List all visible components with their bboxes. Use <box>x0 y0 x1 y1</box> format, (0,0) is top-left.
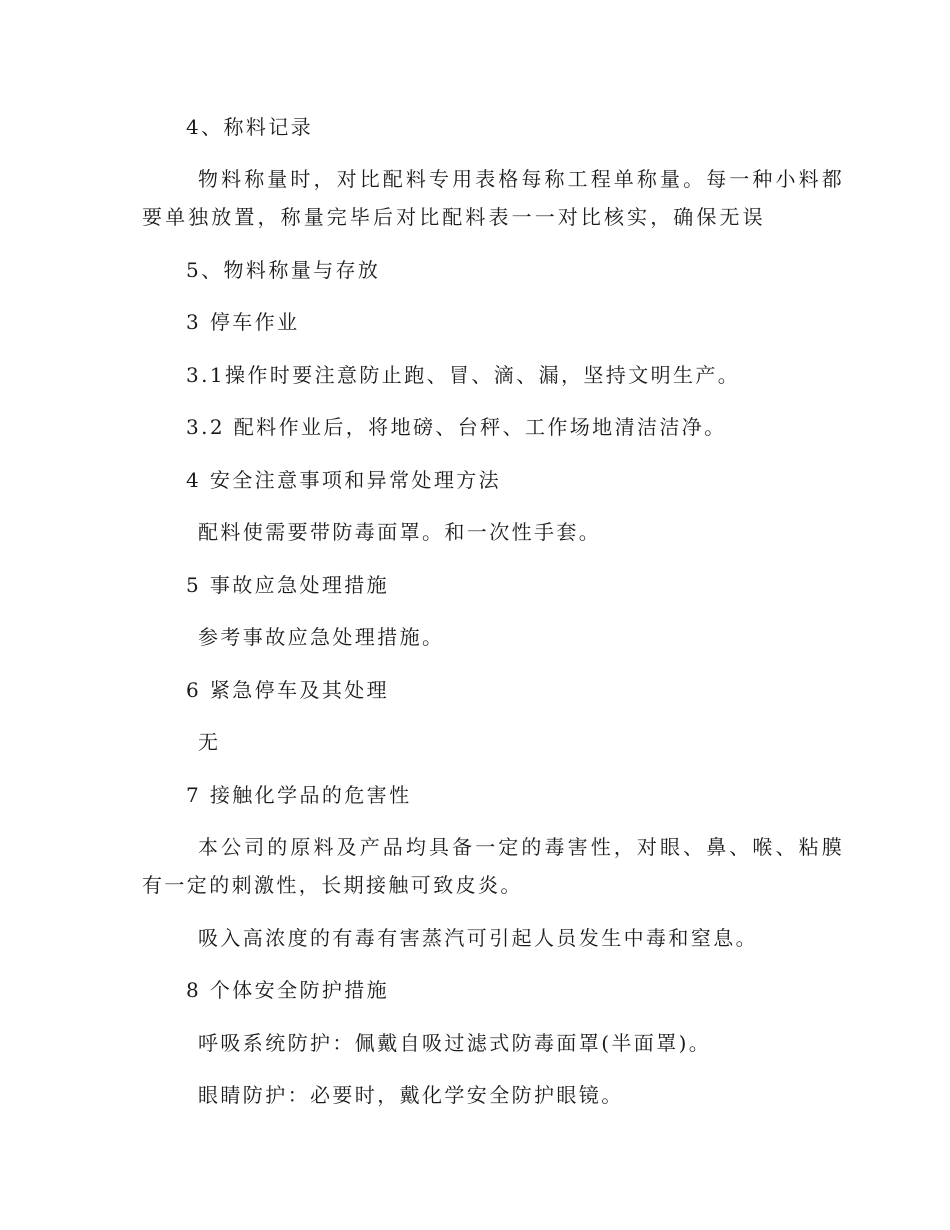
section-heading-protection: 8 个体安全防护措施 <box>186 978 390 1002</box>
section-heading-safety: 4 安全注意事项和异常处理方法 <box>186 468 502 492</box>
paragraph-eye: 眼睛防护：必要时，戴化学安全防护眼镜。 <box>198 1083 624 1107</box>
paragraph-accident: 参考事故应急处理措施。 <box>198 625 445 649</box>
paragraph-weigh-line-2: 要单独放置，称量完毕后对比配料表一一对比核实，确保无误 <box>142 205 766 229</box>
paragraph-hazard-2: 吸入高浓度的有毒有害蒸汽可引起人员发生中毒和窒息。 <box>198 926 758 950</box>
paragraph-safety: 配料使需要带防毒面罩。和一次性手套。 <box>198 520 602 544</box>
paragraph-hazard-line-2: 有一定的刺激性，长期接触可致皮炎。 <box>142 873 523 897</box>
section-heading-weigh-record: 4、称料记录 <box>186 115 314 139</box>
paragraph-emergency: 无 <box>198 730 221 754</box>
paragraph-respiratory: 呼吸系统防护：佩戴自吸过滤式防毒面罩(半面罩)。 <box>198 1031 712 1055</box>
section-heading-weigh-store: 5、物料称量与存放 <box>186 258 381 282</box>
item-3-1: 3.1操作时要注意防止跑、冒、滴、漏，坚持文明生产。 <box>186 363 741 387</box>
section-heading-accident: 5 事故应急处理措施 <box>186 573 390 597</box>
paragraph-weigh-line-1: 物料称量时，对比配料专用表格每称工程单称量。每一种小料都 <box>198 167 845 191</box>
item-3-2: 3.2 配料作业后，将地磅、台秤、工作场地清洁洁净。 <box>186 415 727 439</box>
paragraph-hazard-line-1: 本公司的原料及产品均具备一定的毒害性，对眼、鼻、喉、粘膜 <box>198 835 845 859</box>
section-heading-emergency: 6 紧急停车及其处理 <box>186 678 390 702</box>
section-heading-hazard: 7 接触化学品的危害性 <box>186 783 412 807</box>
section-heading-shutdown: 3 停车作业 <box>186 310 300 334</box>
